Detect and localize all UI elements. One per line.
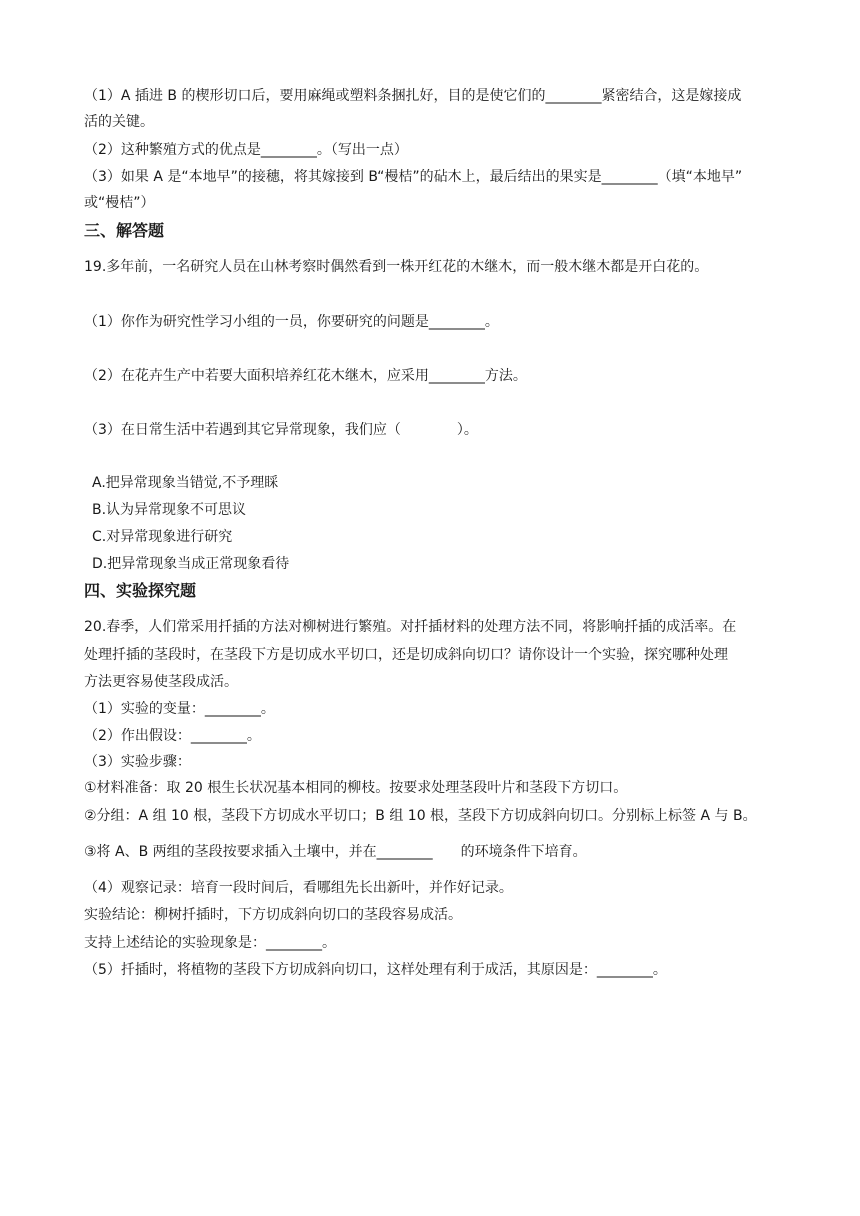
q18-sub3-line2: 或“槾桔”） — [84, 195, 155, 211]
q19-option-d: D.把异常现象当成正常现象看待 — [92, 556, 290, 572]
q18-sub3-line1: （3）如果 A 是“本地早”的接穗，将其嫁接到 B“槾桔”的砧木上，最后结出的果实是________（填“本地早” — [84, 169, 743, 185]
q19-option-c: C.对异常现象进行研究 — [92, 529, 233, 545]
q19-option-a: A.把异常现象当错觉,不予理睬 — [92, 475, 279, 491]
q20-support: 支持上述结论的实验现象是：________。 — [84, 935, 336, 951]
q20-sub2: （2）作出假设：________。 — [84, 728, 261, 744]
q20-step3: ③将 A、B 两组的茎段按要求插入土壤中，并在________ 的环境条件下培育。 — [84, 844, 587, 860]
q20-sub5: （5）扦插时，将植物的茎段下方切成斜向切口，这样处理有利于成活，其原因是：________。 — [84, 962, 667, 978]
q19-stem: 19.多年前，一名研究人员在山林考察时偶然看到一株开红花的木继木，而一般木继木都是开白花的。 — [84, 259, 709, 275]
q20-conclusion: 实验结论：柳树扦插时，下方切成斜向切口的茎段容易成活。 — [84, 907, 462, 923]
q19-sub3: （3）在日常生活中若遇到其它异常现象，我们应（ ）。 — [84, 422, 478, 438]
section-4-title: 四、实验探究题 — [84, 581, 197, 600]
q20-sub4: （4）观察记录：培育一段时间后，看哪组先长出新叶，并作好记录。 — [84, 880, 513, 896]
q18-sub2: （2）这种繁殖方式的优点是________。（写出一点） — [84, 142, 408, 158]
q20-sub1: （1）实验的变量：________。 — [84, 701, 275, 717]
q19-sub2: （2）在花卉生产中若要大面积培养红花木继木，应采用________方法。 — [84, 368, 527, 384]
q18-sub1-line2: 活的关键。 — [84, 114, 154, 130]
q18-sub1-line1: （1）A 插进 B 的楔形切口后，要用麻绳或塑料条捆扎好，目的是使它们的________紧密结合，这是嫁接成 — [84, 88, 742, 104]
q20-step2: ②分组：A 组 10 根，茎段下方切成水平切口；B 组 10 根，茎段下方切成斜向切口。分别标上标签 A 与 B。 — [84, 808, 757, 824]
q20-stem-line1: 20.春季，人们常采用扦插的方法对柳树进行繁殖。对扦插材料的处理方法不同，将影响扦插的成活率。在 — [84, 619, 737, 635]
section-3-title: 三、解答题 — [84, 221, 165, 240]
q20-stem-line3: 方法更容易使茎段成活。 — [84, 674, 238, 690]
q20-sub3: （3）实验步骤： — [84, 754, 191, 770]
q19-option-b: B.认为异常现象不可思议 — [92, 502, 247, 518]
q19-sub1: （1）你作为研究性学习小组的一员，你要研究的问题是________。 — [84, 314, 499, 330]
q20-stem-line2: 处理扦插的茎段时，在茎段下方是切成水平切口，还是切成斜向切口？请你设计一个实验，探究哪种处理 — [84, 647, 728, 663]
q20-step1: ①材料准备：取 20 根生长状况基本相同的柳枝。按要求处理茎段叶片和茎段下方切口。 — [84, 780, 628, 796]
